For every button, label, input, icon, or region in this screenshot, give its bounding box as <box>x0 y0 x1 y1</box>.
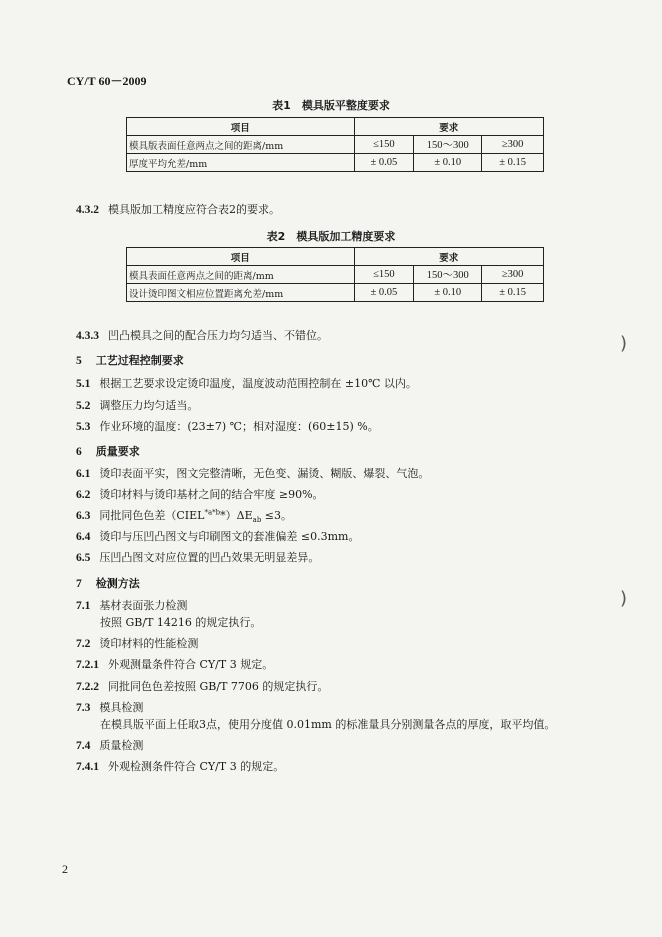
table1-row1-c: ≥300 <box>482 136 544 154</box>
table2-row2-a: ± 0.05 <box>354 284 414 302</box>
table2-head-req: 要求 <box>354 248 543 266</box>
table2-row1-b: 150～300 <box>414 266 482 284</box>
clause-text: 基材表面张力检测 <box>99 599 188 612</box>
standard-code-header: CY/T 60－2009 <box>67 74 147 88</box>
table1-caption: 表1 模具版平整度要求 <box>272 99 390 112</box>
table1-row1-item: 模具版表面任意两点之间的距离/mm <box>127 136 355 154</box>
clause-text: 凹凸模具之间的配合压力均匀适当、不错位。 <box>108 329 328 342</box>
clause-text: ≤3。 <box>261 509 293 522</box>
clause-text: 压凹凸图文对应位置的凹凸效果无明显差异。 <box>99 551 320 564</box>
table2-row2-b: ± 0.10 <box>414 284 482 302</box>
clause-7-4-1 <box>76 758 284 774</box>
clause-6-3 <box>76 507 292 524</box>
table2-header-row <box>127 248 544 266</box>
clause-text: 外观测量条件符合 CY/T 3 规定。 <box>108 658 274 671</box>
table-row <box>127 284 544 302</box>
clause-text: 烫印材料的性能检测 <box>99 637 199 650</box>
superscript: *b <box>212 508 221 517</box>
clause-text: 外观检测条件符合 CY/T 3 的规定。 <box>108 760 285 773</box>
clause-text: 烫印与压凹凸图文与印刷图文的套准偏差 ≤0.3mm。 <box>99 530 360 543</box>
clause-number: 5.3 <box>76 421 91 433</box>
table2-row1-a: ≤150 <box>354 266 414 284</box>
table1-row1-b: 150～300 <box>414 136 482 154</box>
table1-head-item: 项目 <box>127 118 355 136</box>
clause-5-3 <box>76 418 379 434</box>
table2-caption: 表2 模具版加工精度要求 <box>266 230 396 243</box>
table2-head-item: 项目 <box>127 248 355 266</box>
page-number: 2 <box>62 862 68 876</box>
clause-number: 6.1 <box>76 468 91 480</box>
subscript: ab <box>252 516 262 525</box>
clause-number: 4.3.2 <box>76 204 99 216</box>
clause-text: 同批同色色差（CIEL <box>99 509 205 522</box>
clause-text: 烫印表面平实，图文完整清晰，无色变、漏烫、糊版、爆裂、气泡。 <box>99 467 430 480</box>
section-number: 5 <box>76 355 82 367</box>
clause-text: 根据工艺要求设定烫印温度，温度波动范围控制在 ±10℃ 以内。 <box>99 377 417 390</box>
clause-text: 模具检测 <box>99 701 144 714</box>
clause-4-3-2 <box>76 201 280 217</box>
section-title: 质量要求 <box>95 445 140 458</box>
section-number: 6 <box>76 446 82 458</box>
clause-number: 7.4 <box>76 740 91 752</box>
clause-6-4 <box>76 528 359 544</box>
clause-number: 5.2 <box>76 400 91 412</box>
margin-bracket-mark: ) <box>620 588 628 609</box>
table-row <box>127 154 544 172</box>
clause-text: 模具版加工精度应符合表2的要求。 <box>108 203 280 216</box>
table1-header-row <box>127 118 544 136</box>
clause-number: 6.5 <box>76 552 91 564</box>
clause-6-2 <box>76 486 324 502</box>
clause-5-1 <box>76 375 417 391</box>
clause-text: 烫印材料与烫印基材之间的结合牢度 ≥90%。 <box>99 488 324 501</box>
section-number: 7 <box>76 578 82 590</box>
clause-number: 7.1 <box>76 600 91 612</box>
clause-4-3-3 <box>76 327 328 343</box>
clause-7-2-1 <box>76 656 273 672</box>
clause-6-5 <box>76 549 319 565</box>
clause-7-3 <box>76 699 143 715</box>
clause-5-2 <box>76 397 198 413</box>
clause-number: 7.2.1 <box>76 659 99 671</box>
superscript: *a <box>204 508 213 517</box>
clause-7-2-2 <box>76 678 328 694</box>
section-7-heading <box>76 575 140 591</box>
table-row <box>127 136 544 154</box>
clause-6-1 <box>76 465 429 481</box>
clause-text: 同批同色色差按照 GB/T 7706 的规定执行。 <box>108 680 329 693</box>
section-title: 检测方法 <box>95 577 140 590</box>
clause-number: 6.3 <box>76 510 91 522</box>
table2-row1-item: 模具表面任意两点之间的距离/mm <box>127 266 355 284</box>
table2-row2-item: 设计烫印图文相应位置距离允差/mm <box>127 284 355 302</box>
clause-number: 7.3 <box>76 702 91 714</box>
clause-number: 6.2 <box>76 489 91 501</box>
section-title: 工艺过程控制要求 <box>95 354 184 367</box>
clause-number: 6.4 <box>76 531 91 543</box>
table1-head-req: 要求 <box>354 118 543 136</box>
table1-row1-a: ≤150 <box>354 136 414 154</box>
clause-7-1-body: 按照 GB/T 14216 的规定执行。 <box>100 616 262 629</box>
clause-text: 质量检测 <box>99 739 144 752</box>
table1-row2-a: ± 0.05 <box>354 154 414 172</box>
table1 <box>126 117 544 172</box>
table2 <box>126 247 544 302</box>
clause-text: *）ΔE <box>220 509 253 522</box>
clause-7-3-body: 在模具版平面上任取3点，使用分度值 0.01mm 的标准量具分别测量各点的厚度，取平均值。 <box>100 718 556 731</box>
clause-number: 7.2 <box>76 638 91 650</box>
table2-row2-c: ± 0.15 <box>482 284 544 302</box>
clause-7-2 <box>76 635 198 651</box>
clause-text: 调整压力均匀适当。 <box>99 399 199 412</box>
section-5-heading <box>76 352 184 368</box>
table1-row2-c: ± 0.15 <box>482 154 544 172</box>
clause-7-4 <box>76 737 143 753</box>
table1-row2-b: ± 0.10 <box>414 154 482 172</box>
table1-row2-item: 厚度平均允差/mm <box>127 154 355 172</box>
section-6-heading <box>76 443 140 459</box>
clause-text: 作业环境的温度：(23±7) ℃；相对湿度：(60±15) %。 <box>99 420 379 433</box>
clause-number: 4.3.3 <box>76 330 99 342</box>
clause-7-1 <box>76 597 187 613</box>
table-row <box>127 266 544 284</box>
clause-number: 5.1 <box>76 378 91 390</box>
clause-number: 7.2.2 <box>76 681 99 693</box>
margin-bracket-mark: ) <box>620 333 628 354</box>
clause-number: 7.4.1 <box>76 761 99 773</box>
table2-row1-c: ≥300 <box>482 266 544 284</box>
